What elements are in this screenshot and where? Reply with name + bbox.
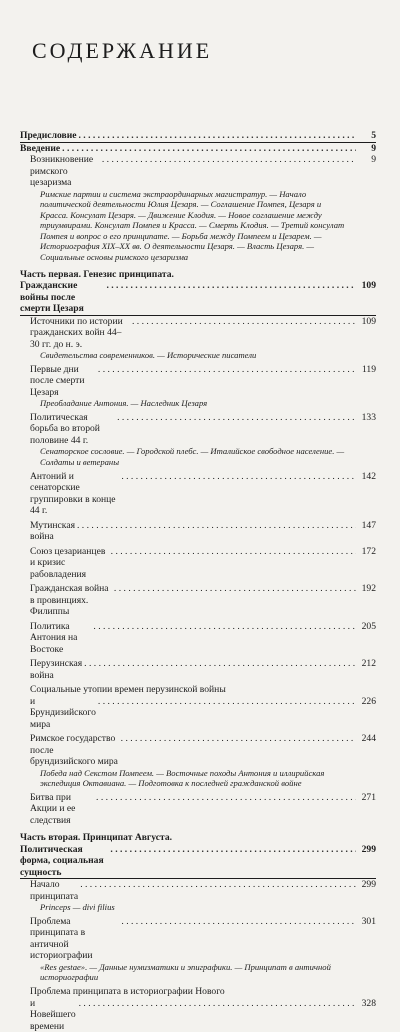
leader-dots xyxy=(98,696,356,708)
leader-dots xyxy=(93,621,356,633)
toc-entry-description: Преобладание Антония. — Наследник Цезаря xyxy=(20,398,376,409)
toc-entry-description: Свидетельства современников. — Исторические писатели xyxy=(20,350,376,361)
toc-entry-part2[interactable] xyxy=(20,844,376,880)
leader-dots xyxy=(96,792,356,804)
toc-entry-description: Римские партии и система экстраординарных магистратур. — Начало политической деятельности Юлия Цезаря. — Соглашение Помпея, Цезаря и Красса. Консулат Цезаря. — Движение Клодия. — Новое соглашение между триумвирами. Консулат Помпея и Красса. — Смерть Клодия. — Третий консулат Помпея и вопрос о его принципате. — Борьба между Помпеем и Цезарем. — Историография XIX–XX вв. О деятельности Цезаря. — Власть Цезаря. — Социальные основы римского цезаризма xyxy=(20,189,376,263)
leader-dots xyxy=(114,583,356,595)
toc-entry-description: «Res gestae». — Данные нумизматики и эпиграфики. — Принципат в античной историографии xyxy=(20,962,376,983)
toc-entry-title: Гражданские войны после смерти Цезаря xyxy=(20,280,104,315)
toc-entry-title: Предисловие xyxy=(20,130,76,142)
toc-entry-title: Политика Антония на Востоке xyxy=(30,621,91,656)
leader-dots xyxy=(106,280,356,292)
toc-entry-beginning[interactable] xyxy=(20,879,376,902)
leader-dots xyxy=(78,130,356,142)
toc-page-number: 271 xyxy=(358,792,376,804)
table-of-contents xyxy=(20,130,376,1032)
toc-entry-description: Победа над Секстом Помпеем. — Восточные походы Антония и иллирийская экспедиция Октавиана. — Подготовка к последней гражданской войне xyxy=(20,768,376,789)
toc-entry-title: Перузинская война xyxy=(30,658,82,681)
leader-dots xyxy=(121,916,356,928)
toc-entry-part1[interactable] xyxy=(20,280,376,316)
leader-dots xyxy=(102,154,356,166)
part-heading: Часть первая. Генезис принципата. xyxy=(20,269,376,281)
leader-dots xyxy=(110,844,356,856)
toc-entry-title: Источники по истории гражданских войн 44–30 гг. до н. э. xyxy=(30,316,130,351)
toc-entry-title: Союз цезарианцев и кризис рабовладения xyxy=(30,546,109,581)
toc-entry-utopia-line2[interactable] xyxy=(20,696,376,731)
toc-entry-ancient[interactable] xyxy=(20,916,376,962)
toc-page-number: 109 xyxy=(358,316,376,328)
toc-entry-description: Princeps — divi filius xyxy=(20,902,376,913)
toc-entry-sources[interactable] xyxy=(20,316,376,351)
leader-dots xyxy=(117,412,356,424)
toc-entry-perusine[interactable] xyxy=(20,658,376,681)
toc-entry-modern-line2[interactable] xyxy=(20,998,376,1032)
toc-page-number: 172 xyxy=(358,546,376,558)
toc-entry-title: Проблема принципата в античной историографии xyxy=(30,916,119,962)
toc-page-number: 109 xyxy=(358,280,376,292)
toc-entry-title: Политическая борьба во второй половине 44 г. xyxy=(30,412,115,447)
toc-page-number: 142 xyxy=(358,471,376,483)
toc-page-number: 147 xyxy=(358,520,376,532)
toc-page-number: 192 xyxy=(358,583,376,595)
toc-page-number: 9 xyxy=(358,154,376,166)
toc-entry-firstdays[interactable] xyxy=(20,364,376,399)
toc-page-number: 212 xyxy=(358,658,376,670)
toc-entry-union[interactable] xyxy=(20,546,376,581)
toc-entry-title: и Брундизийского мира xyxy=(30,696,96,731)
toc-entry-description: Сенаторское сословие. — Городской плебс. — Италийское свободное население. — Солдаты и ветераны xyxy=(20,446,376,467)
leader-dots xyxy=(121,733,356,745)
leader-dots xyxy=(80,879,356,891)
toc-entry-title: Римское государство после брундизийского мира xyxy=(30,733,119,768)
toc-entry-title: и Новейшего времени xyxy=(30,998,77,1032)
toc-entry-civilwar[interactable] xyxy=(20,583,376,618)
toc-entry-title: Социальные утопии времен перузинской войны xyxy=(30,684,226,696)
leader-dots xyxy=(77,520,356,532)
toc-entry-mutina[interactable] xyxy=(20,520,376,543)
leader-dots xyxy=(132,316,356,328)
toc-entry-antony[interactable] xyxy=(20,471,376,517)
toc-page-number: 205 xyxy=(358,621,376,633)
part-heading: Часть вторая. Принципат Августа. xyxy=(20,832,376,844)
toc-page-number: 301 xyxy=(358,916,376,928)
toc-page-number: 5 xyxy=(358,130,376,142)
toc-entry-origin[interactable] xyxy=(20,154,376,189)
toc-page-number: 133 xyxy=(358,412,376,424)
toc-page-number: 226 xyxy=(358,696,376,708)
toc-entry-roman[interactable] xyxy=(20,733,376,768)
toc-entry-title: Политическая форма, социальная сущность xyxy=(20,844,108,879)
toc-entry-title: Антоний и сенаторские группировки в конце 44 г. xyxy=(30,471,119,517)
toc-entry-title: Первые дни после смерти Цезаря xyxy=(30,364,96,399)
leader-dots xyxy=(84,658,356,670)
toc-entry-politstruggle[interactable] xyxy=(20,412,376,447)
toc-entry-modern-line1[interactable] xyxy=(20,986,376,998)
page-title: СОДЕРЖАНИЕ xyxy=(32,38,212,64)
toc-entry-title: Введение xyxy=(20,143,60,155)
toc-entry-actium[interactable] xyxy=(20,792,376,827)
toc-entry-title: Возникновение римского цезаризма xyxy=(30,154,100,189)
leader-dots xyxy=(121,471,356,483)
toc-page-number: 9 xyxy=(358,143,376,155)
toc-page-number: 328 xyxy=(358,998,376,1010)
toc-entry-title: Гражданская война в провинциях. Филиппы xyxy=(30,583,112,618)
toc-entry-title: Битва при Акции и ее следствия xyxy=(30,792,94,827)
toc-entry-east[interactable] xyxy=(20,621,376,656)
toc-entry-preface[interactable] xyxy=(20,130,376,143)
toc-entry-utopia-line1[interactable] xyxy=(20,684,376,696)
toc-page-number: 119 xyxy=(358,364,376,376)
toc-entry-title: Мутинская война xyxy=(30,520,75,543)
toc-page-number: 299 xyxy=(358,844,376,856)
toc-entry-title: Проблема принципата в историографии Нового xyxy=(30,986,225,998)
leader-dots xyxy=(79,998,356,1010)
leader-dots xyxy=(62,143,356,155)
toc-page-number: 299 xyxy=(358,879,376,891)
toc-entry-intro[interactable] xyxy=(20,143,376,155)
toc-entry-title: Начало принципата xyxy=(30,879,78,902)
leader-dots xyxy=(98,364,356,376)
leader-dots xyxy=(111,546,356,558)
toc-page-number: 244 xyxy=(358,733,376,745)
